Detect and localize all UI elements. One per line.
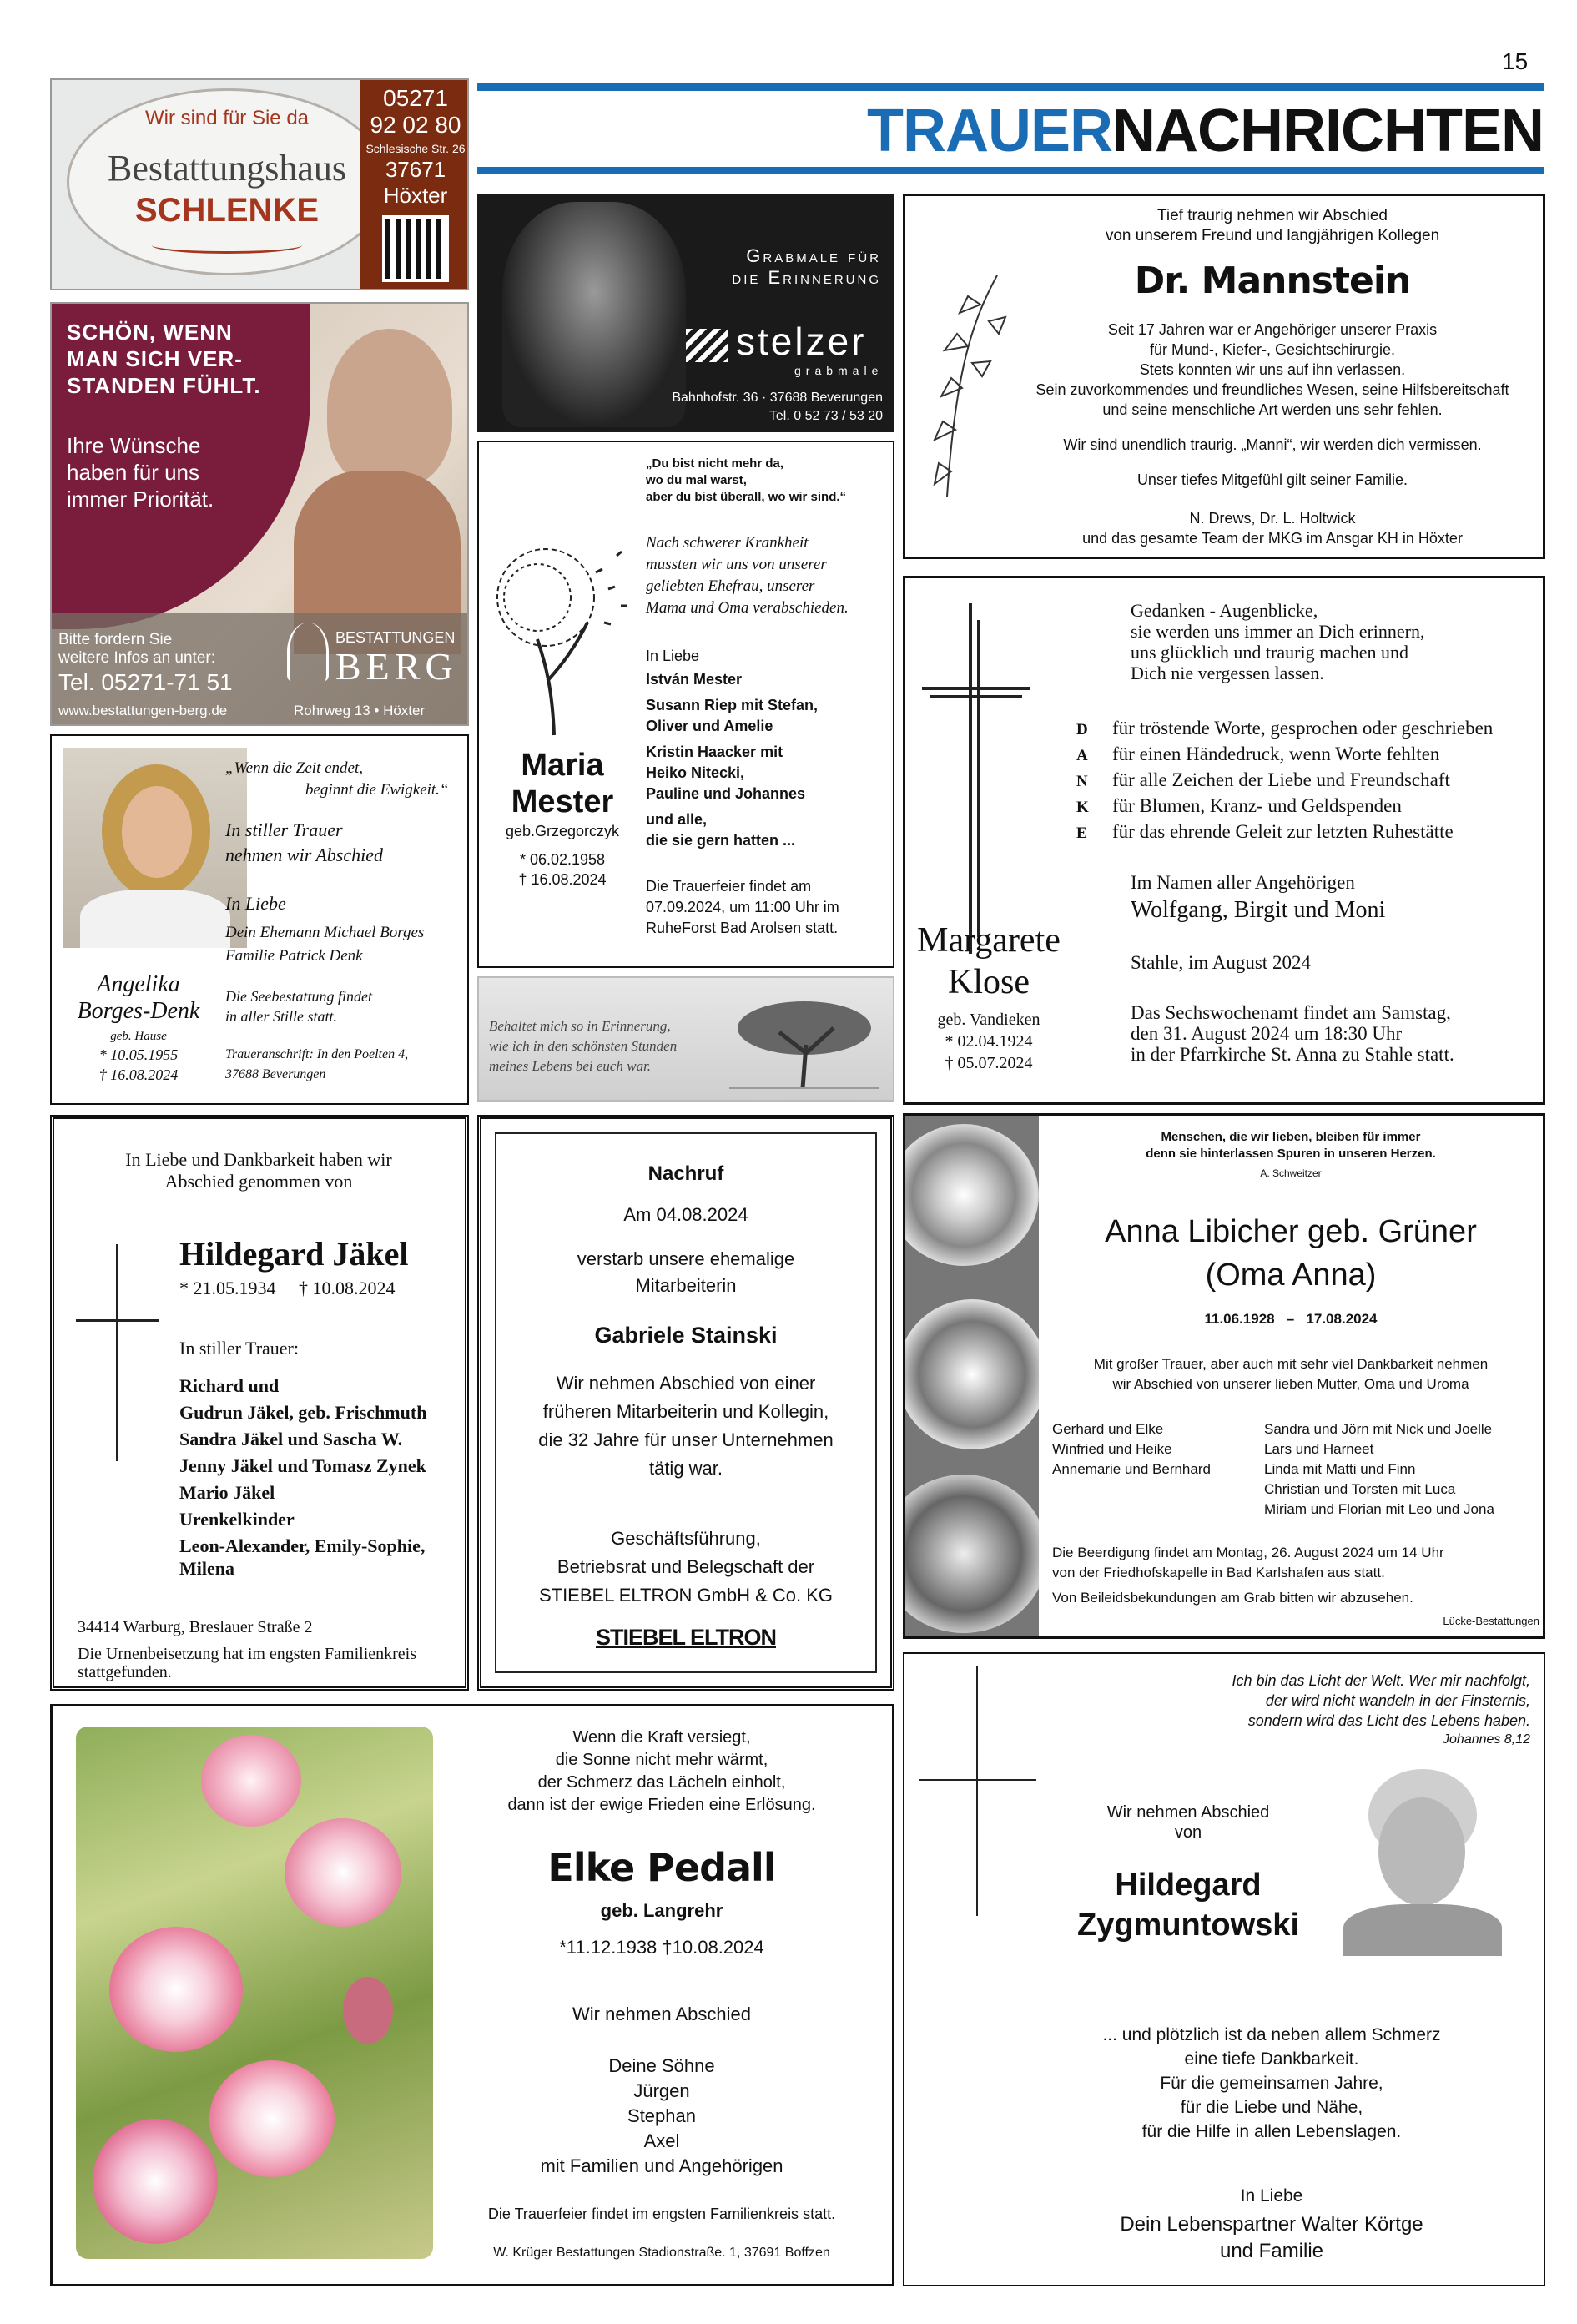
mannstein-intro-2: von unserem Freund und langjährigen Kollegen <box>1105 227 1440 244</box>
mannstein-name: Dr. Mannstein <box>1134 260 1411 302</box>
libicher-author: A. Schweitzer <box>1260 1167 1322 1179</box>
danke-letter-a: A <box>1076 747 1088 764</box>
pink-rose-icon-1 <box>201 1735 301 1827</box>
mester-funeral <box>646 876 888 939</box>
nachruf-text1-1: verstarb unsere ehemalige <box>577 1248 795 1269</box>
libicher-dates: 11.06.1928 – 17.08.2024 <box>1204 1311 1378 1327</box>
mester-family-2: Susann Riep mit Stefan, <box>646 697 819 713</box>
zyg-family <box>1005 2211 1539 2265</box>
mester-died: † 16.08.2024 <box>518 871 607 888</box>
nachruf-sign-1: Geschäftsführung, <box>611 1528 761 1549</box>
pedall-farewell: Wir nehmen Abschied <box>572 2004 751 2024</box>
mester-text-1: Nach schwerer Krankheit <box>646 534 809 552</box>
mannstein-body-1: Seit 17 Jahren war er Angehöriger unserer Praxis <box>1107 321 1438 338</box>
danke-line-3: für alle Zeichen der Liebe und Freundschaft <box>1112 769 1450 790</box>
lone-tree-icon <box>729 995 879 1095</box>
berg-subline <box>67 432 214 512</box>
zyg-quote-3: sondern wird das Licht des Lebens haben. <box>1247 1712 1530 1729</box>
berg-phone: Tel. 05271-71 51 <box>58 669 233 695</box>
nachruf-sign <box>481 1525 890 1610</box>
berg-headline-2: MAN SICH VER- <box>67 346 243 371</box>
klose-mass-2: den 31. August 2024 um 18:30 Uhr <box>1131 1023 1403 1044</box>
stainski-notice <box>477 1115 894 1691</box>
jaekel-family-4: Jenny Jäkel und Tomasz Zynek <box>179 1455 426 1476</box>
jaekel-family-2: Gudrun Jäkel, geb. Frischmuth <box>179 1402 427 1423</box>
angelika-family <box>225 921 467 968</box>
jaekel-notice <box>50 1115 469 1691</box>
zyg-text-1: ... und plötzlich ist da neben allem Schmerz <box>1102 2025 1441 2044</box>
klose-mass <box>1131 1002 1539 1065</box>
libicher-condolence: Von Beileidsbekundungen am Grab bitten wir abzusehen. <box>1052 1590 1413 1606</box>
zyg-text-3: Für die gemeinsamen Jahre, <box>1160 2074 1383 2093</box>
tree-quote-2: wie ich in den schönsten Stunden <box>489 1038 678 1054</box>
jaekel-family <box>179 1373 463 1578</box>
zygmuntowski-notice <box>903 1652 1545 2286</box>
zyg-intro-2: von <box>1174 1823 1202 1842</box>
libicher-left-3: Annemarie und Bernhard <box>1052 1461 1211 1477</box>
mannstein-line2: Wir sind unendlich traurig. „Manni“, wir werden dich vermissen. <box>1063 436 1482 453</box>
angelika-family-2: Familie Patrick Denk <box>225 947 363 965</box>
zyg-family-2: und Familie <box>1219 2240 1324 2262</box>
stiebel-eltron-logo: STIEBEL ELTRON <box>595 1625 776 1650</box>
bud-icon <box>343 1977 393 2044</box>
zyg-in-liebe: In Liebe <box>1240 2186 1303 2206</box>
cross-horizontal-1 <box>922 687 1030 690</box>
mannstein-line3: Unser tiefes Mitgefühl gilt seiner Familie. <box>1136 471 1408 488</box>
danke-lines <box>1112 715 1543 844</box>
klose-born-name: geb. Vandieken <box>937 1011 1040 1029</box>
pedall-poem-1: Wenn die Kraft versiegt, <box>572 1728 751 1747</box>
mester-born: * 06.02.1958 <box>519 851 606 868</box>
libicher-undertaker: Lücke-Bestattungen <box>1443 1615 1539 1627</box>
mannstein-intro <box>1005 206 1539 246</box>
jaekel-note-2: stattgefunden. <box>78 1663 172 1681</box>
jaekel-intro-2: Abschied genommen von <box>164 1171 353 1192</box>
mannstein-body <box>1005 320 1539 420</box>
mester-family-8: die sie gern hatten ... <box>646 832 796 849</box>
berg-request <box>58 631 215 668</box>
mester-family-5: Heiko Nitecki, <box>646 764 745 781</box>
cross-icon <box>922 603 1030 954</box>
libicher-quote-1: Menschen, die wir lieben, bleiben für immer <box>1161 1130 1421 1144</box>
zyg-name1: Hildegard <box>1115 1868 1262 1903</box>
angelika-family-1: Dein Ehemann Michael Borges <box>225 924 425 941</box>
klose-died: † 05.07.2024 <box>945 1054 1033 1072</box>
danke-letters <box>1076 717 1101 846</box>
pedall-notice <box>50 1704 894 2286</box>
danke-letter-e: E <box>1076 824 1087 842</box>
schlenke-name2: SCHLENKE <box>134 192 320 229</box>
angelika-name1: Angelika <box>97 971 180 997</box>
klose-poem-1: Gedanken - Augenblicke, <box>1131 600 1318 621</box>
jaekel-cross-horizontal <box>76 1319 159 1322</box>
page-number: 15 <box>1502 48 1529 74</box>
berg-web: www.bestattungen-berg.de <box>58 703 228 718</box>
zyg-quote <box>1038 1671 1530 1731</box>
tree-quote-3: meines Lebens bei euch war. <box>489 1058 652 1074</box>
berg-brand-small: BESTATTUNGEN <box>335 629 456 646</box>
schlenke-tagline: Wir sind für Sie da <box>144 107 310 129</box>
klose-poem-3: uns glücklich und traurig machen und <box>1131 642 1408 663</box>
zyg-text <box>1005 2023 1539 2144</box>
jaekel-cross-icon <box>76 1244 159 1461</box>
berg-sub-3: immer Priorität. <box>67 486 214 512</box>
libicher-left-2: Winfried und Heike <box>1052 1441 1172 1457</box>
danke-line-2: für einen Händedruck, wenn Worte fehlten <box>1112 744 1440 764</box>
berg-headline-1: SCHÖN, WENN <box>67 320 233 345</box>
angelika-burial <box>225 986 467 1026</box>
nachruf-text2-4: tätig war. <box>648 1458 723 1479</box>
angelika-address-2: 37688 Beverungen <box>225 1067 326 1081</box>
pedall-family <box>436 2054 887 2179</box>
jaekel-cross-vertical <box>116 1244 118 1461</box>
stelzer-logo-icon <box>686 329 728 362</box>
libicher-text <box>1039 1354 1543 1394</box>
klose-family: Wolfgang, Birgit und Moni <box>1131 897 1386 923</box>
pedall-family-2: Jürgen <box>633 2080 690 2101</box>
klose-poem-4: Dich nie vergessen lassen. <box>1131 663 1324 683</box>
rose-icon-2 <box>905 1299 1039 1449</box>
zyg-family-1: Dein Lebenspartner Walter Körtge <box>1120 2213 1423 2236</box>
zyg-text-5: für die Hilfe in allen Lebenslagen. <box>1141 2122 1402 2141</box>
jaekel-address: 34414 Warburg, Breslauer Straße 2 <box>78 1618 313 1636</box>
libicher-text-2: wir Abschied von unserer lieben Mutter, Oma und Uroma <box>1112 1376 1469 1392</box>
libicher-family-left <box>1052 1419 1252 1480</box>
libicher-funeral <box>1052 1543 1544 1583</box>
zyg-text-2: eine tiefe Dankbarkeit. <box>1184 2049 1359 2069</box>
berg-sub-2: haben für uns <box>67 460 200 485</box>
schlenke-swoosh <box>152 237 302 254</box>
libicher-name2: (Oma Anna) <box>1205 1258 1377 1293</box>
angel-statue-icon <box>502 202 686 427</box>
nachruf-text2-3: die 32 Jahre für unser Unternehmen <box>538 1429 834 1450</box>
angelika-shirt-icon <box>80 890 230 948</box>
pedall-poem-2: die Sonne nicht mehr wärmt, <box>555 1751 768 1769</box>
zyg-quote-2: der wird nicht wandeln in der Finsternis, <box>1265 1692 1530 1709</box>
schlenke-phone1: 05271 <box>383 85 448 111</box>
mannstein-notice <box>903 194 1545 559</box>
mester-notice <box>477 441 894 968</box>
jaekel-family-3: Sandra Jäkel und Sascha W. <box>179 1429 403 1449</box>
schlenke-city: Höxter <box>383 183 448 208</box>
stelzer-phone: Tel. 0 52 73 / 53 20 <box>768 409 883 423</box>
pedall-family-5: mit Familien und Angehörigen <box>540 2155 783 2176</box>
wind-tree-svg <box>496 522 637 739</box>
libicher-funeral-2: von der Friedhofskapelle in Bad Karlshafen aus statt. <box>1052 1565 1385 1580</box>
libicher-right-5: Miriam und Florian mit Leo und Jona <box>1264 1501 1494 1517</box>
mester-family-3: Oliver und Amelie <box>646 718 773 734</box>
mester-quote-1: „Du bist nicht mehr da, <box>646 456 784 471</box>
mester-funeral-1: Die Trauerfeier findet am <box>646 878 812 895</box>
title-part-nachrichten: NACHRICHTEN <box>1112 98 1544 164</box>
stelzer-address: Bahnhofstr. 36 · 37688 Beverungen <box>672 391 883 405</box>
nachruf-date: Am 04.08.2024 <box>623 1204 748 1225</box>
jaekel-intro-1: In Liebe und Dankbarkeit haben wir <box>125 1149 392 1170</box>
klose-notice <box>903 576 1545 1105</box>
mester-family <box>646 669 888 851</box>
pedall-poem <box>436 1727 887 1817</box>
zyg-portrait <box>1327 1764 1510 1956</box>
cross-vertical-2 <box>977 620 980 937</box>
danke-line-5: für das ehrende Geleit zur letzten Ruhestätte <box>1112 821 1454 842</box>
birch-branch-icon <box>922 271 1014 505</box>
libicher-name1: Anna Libicher geb. Grüner <box>1105 1214 1477 1249</box>
nachruf-sign-2: Betriebsrat und Belegschaft der <box>557 1556 815 1577</box>
zyg-cross-vertical <box>976 1666 978 1916</box>
nachruf-name: Gabriele Stainski <box>594 1323 778 1348</box>
header-rule-bottom <box>477 167 1544 174</box>
angelika-burial-2: in aller Stille statt. <box>225 1008 337 1025</box>
zyg-intro <box>1046 1802 1330 1843</box>
nachruf-text2 <box>481 1369 890 1483</box>
jaekel-note-1: Die Urnenbeisetzung hat im engsten Familienkreis <box>78 1645 417 1663</box>
jaekel-note <box>78 1645 461 1681</box>
jaekel-family-5: Mario Jäkel <box>179 1482 275 1503</box>
tree-quote-1: Behaltet mich so in Erinnerung, <box>489 1018 671 1034</box>
lone-tree-svg <box>729 995 879 1095</box>
mester-in-liebe: In Liebe <box>646 648 700 664</box>
jaekel-family-7: Leon-Alexander, Emily-Sophie, <box>179 1535 426 1556</box>
angelika-address <box>225 1045 467 1085</box>
rose-garden-photo <box>76 1727 433 2259</box>
danke-letter-k: K <box>1076 799 1089 816</box>
libicher-right-3: Linda mit Matti und Finn <box>1264 1461 1416 1477</box>
roses-photo <box>905 1116 1039 1636</box>
pedall-poem-3: der Schmerz das Lächeln einholt, <box>537 1773 786 1792</box>
berg-brand: BERG <box>335 645 458 688</box>
libicher-right-4: Christian und Torsten mit Luca <box>1264 1481 1456 1497</box>
nachruf-sign-3: STIEBEL ELTRON GmbH & Co. KG <box>538 1585 834 1606</box>
angelika-quote-2: beginnt die Ewigkeit.“ <box>305 781 449 799</box>
berg-address: Rohrweg 13 • Höxter <box>294 703 426 718</box>
mannstein-body-2: für Mund-, Kiefer-, Gesichtschirurgie. <box>1149 341 1396 358</box>
berg-headline <box>67 319 261 399</box>
mester-quote-3: aber du bist überall, wo wir sind.“ <box>646 490 847 504</box>
angelika-died: † 16.08.2024 <box>98 1066 179 1083</box>
tree-quote-ad <box>477 976 894 1102</box>
tree-quote-text <box>489 1016 677 1076</box>
angelika-quote <box>225 758 467 801</box>
nachruf-text1 <box>481 1246 890 1299</box>
pedall-dates: *11.12.1938 †10.08.2024 <box>559 1937 764 1958</box>
klose-name2: Klose <box>948 963 1030 1001</box>
libicher-quote <box>1039 1129 1543 1162</box>
berg-sub-1: Ihre Wünsche <box>67 433 201 458</box>
berg-ad <box>50 302 469 726</box>
angelika-born: * 10.05.1955 <box>98 1046 179 1063</box>
schlenke-ad <box>50 78 469 290</box>
angelika-text-1: In stiller Trauer <box>225 819 343 840</box>
header-rule-top <box>477 83 1544 91</box>
mester-text-2: mussten wir uns von unserer <box>646 556 827 573</box>
mannstein-body-4: Sein zuvorkommendes und freundliches Wesen, seine Hilfsbereitschaft <box>1035 381 1509 398</box>
pedall-born-name: geb. Langrehr <box>600 1900 723 1921</box>
mester-first-name: Maria <box>521 748 604 783</box>
mester-quote <box>646 456 888 506</box>
libicher-left-1: Gerhard und Elke <box>1052 1421 1164 1437</box>
mester-text-3: geliebten Ehefrau, unserer <box>646 577 815 595</box>
pink-rose-icon-2 <box>285 1818 401 1927</box>
schlenke-street: Schlesische Str. 26 <box>365 142 466 155</box>
wind-tree-icon <box>496 522 637 739</box>
nachruf-text2-2: früheren Mitarbeiterin und Kollegin, <box>542 1401 829 1422</box>
jaekel-family-8: Milena <box>179 1558 234 1579</box>
angelika-address-1: Traueranschrift: In den Poelten 4, <box>225 1047 409 1061</box>
zyg-intro-1: Wir nehmen Abschied <box>1106 1803 1270 1822</box>
zyg-quote-1: Ich bin das Licht der Welt. Wer mir nachfolgt, <box>1232 1672 1530 1689</box>
mannstein-body-3: Stets konnten wir uns auf ihn verlassen. <box>1139 361 1406 378</box>
pedall-family-1: Deine Söhne <box>608 2055 715 2076</box>
libicher-funeral-1: Die Beerdigung findet am Montag, 26. August 2024 um 14 Uhr <box>1052 1545 1444 1560</box>
willow-tree-icon <box>287 623 329 681</box>
klose-on-behalf: Im Namen aller Angehörigen <box>1131 872 1355 893</box>
zyg-face-icon <box>1378 1797 1465 1906</box>
mannstein-sign-2: und das gesamte Team der MKG im Ansgar KH in Höxter <box>1082 530 1463 547</box>
borges-denk-notice <box>50 734 469 1105</box>
libicher-right-1: Sandra und Jörn mit Nick und Joelle <box>1264 1421 1493 1437</box>
stelzer-line1: Grabmale für <box>746 245 881 266</box>
angelika-text-2: nehmen wir Abschied <box>225 844 384 865</box>
angelika-name2: Borges-Denk <box>77 998 200 1024</box>
mester-text-4: Mama und Oma verabschieden. <box>646 599 849 617</box>
pink-rose-icon-5 <box>93 2119 218 2244</box>
pedall-family-4: Axel <box>643 2130 680 2151</box>
page-title <box>477 98 1544 164</box>
klose-place: Stahle, im August 2024 <box>1131 952 1311 973</box>
angelika-quote-1: „Wenn die Zeit endet, <box>225 759 363 777</box>
klose-name1: Margarete <box>917 921 1061 960</box>
pedall-funeral: Die Trauerfeier findet im engsten Familienkreis statt. <box>487 2206 836 2222</box>
angelika-burial-1: Die Seebestattung findet <box>225 988 372 1005</box>
nachruf-title: Nachruf <box>647 1162 724 1185</box>
klose-mass-1: Das Sechswochenamt findet am Samstag, <box>1131 1002 1451 1023</box>
pink-rose-icon-3 <box>109 1927 243 2052</box>
libicher-right-2: Lars und Harneet <box>1264 1441 1374 1457</box>
mester-funeral-3: RuheForst Bad Arolsen statt. <box>646 920 839 936</box>
jaekel-trauer: In stiller Trauer: <box>179 1338 299 1359</box>
danke-line-1: für tröstende Worte, gesprochen oder geschrieben <box>1112 718 1494 739</box>
rose-icon-3 <box>905 1475 1039 1633</box>
schlenke-contact-panel <box>360 80 469 290</box>
mannstein-sign <box>1005 508 1539 548</box>
mester-funeral-2: 07.09.2024, um 11:00 Uhr im <box>646 899 839 915</box>
libicher-text-1: Mit großer Trauer, aber auch mit sehr viel Dankbarkeit nehmen <box>1093 1356 1489 1372</box>
mannstein-body-5: und seine menschliche Art werden uns sehr fehlen. <box>1102 401 1443 418</box>
schlenke-phone2: 92 02 80 <box>370 112 461 138</box>
angelika-born-name: geb. Hause <box>110 1030 167 1043</box>
angelika-text <box>225 818 467 868</box>
mannstein-intro-1: Tief traurig nehmen wir Abschied <box>1157 207 1388 224</box>
berg-headline-3: STANDEN FÜHLT. <box>67 373 261 398</box>
klose-poem <box>1131 600 1531 683</box>
libicher-family-right <box>1264 1419 1543 1520</box>
zyg-text-4: für die Liebe und Nähe, <box>1180 2098 1363 2117</box>
pink-rose-icon-4 <box>209 2060 335 2177</box>
mester-family-6: Pauline und Johannes <box>646 785 806 802</box>
nachruf-text1-2: Mitarbeiterin <box>635 1275 737 1296</box>
qr-code-icon <box>382 215 449 282</box>
mester-born-name: geb.Grzegorczyk <box>505 823 620 839</box>
angelika-in-liebe: In Liebe <box>225 893 286 914</box>
danke-letter-n: N <box>1076 773 1088 790</box>
stelzer-brand-sub: grabmale <box>794 364 884 377</box>
zyg-cross-horizontal <box>919 1779 1036 1781</box>
pedall-poem-4: dann ist der ewige Frieden eine Erlösung. <box>507 1796 816 1814</box>
klose-born: * 02.04.1924 <box>945 1032 1033 1051</box>
pedall-name: Elke Pedall <box>547 1845 776 1890</box>
schlenke-zip: 37671 <box>385 157 446 182</box>
jaekel-family-1: Richard und <box>179 1375 280 1396</box>
cross-horizontal-2 <box>930 695 1022 698</box>
jaekel-name: Hildegard Jäkel <box>179 1235 409 1273</box>
rose-icon-1 <box>905 1124 1039 1266</box>
cross-vertical-1 <box>969 603 972 954</box>
klose-poem-2: sie werden uns immer an Dich erinnern, <box>1131 621 1425 642</box>
mester-family-7: und alle, <box>646 811 708 828</box>
danke-line-4: für Blumen, Kranz- und Geldspenden <box>1112 795 1402 816</box>
zyg-cross-icon <box>919 1666 1036 1916</box>
birch-branch-svg <box>922 271 1014 505</box>
berg-request-1: Bitte fordern Sie <box>58 631 173 648</box>
danke-letter-d: D <box>1076 721 1088 739</box>
berg-request-2: weitere Infos an unter: <box>58 649 215 667</box>
klose-mass-3: in der Pfarrkirche St. Anna zu Stahle statt. <box>1131 1044 1454 1065</box>
stelzer-ad <box>477 194 894 432</box>
mester-family-4: Kristin Haacker mit <box>646 744 783 760</box>
mester-text <box>646 532 888 619</box>
libicher-notice <box>903 1113 1545 1639</box>
mester-quote-2: wo du mal warst, <box>646 473 747 487</box>
libicher-quote-2: denn sie hinterlassen Spuren in unseren Herzen. <box>1146 1147 1436 1161</box>
angelika-portrait <box>63 748 247 948</box>
pedall-undertaker: W. Krüger Bestattungen Stadionstraße. 1, 37691 Boffzen <box>493 2246 830 2260</box>
stelzer-line2: die Erinnerung <box>732 267 881 288</box>
jaekel-dates: * 21.05.1934 † 10.08.2024 <box>179 1278 396 1298</box>
pedall-family-3: Stephan <box>627 2105 696 2126</box>
woman-portrait-icon <box>327 329 452 487</box>
jaekel-family-6: Urenkelkinder <box>179 1509 295 1530</box>
zyg-name2: Zygmuntowski <box>1076 1908 1300 1943</box>
nachruf-text2-1: Wir nehmen Abschied von einer <box>556 1373 816 1394</box>
schlenke-name1: Bestattungshaus <box>108 148 346 189</box>
mannstein-sign-1: N. Drews, Dr. L. Holtwick <box>1189 510 1356 527</box>
mester-last-name: Mester <box>511 784 614 819</box>
angelika-face-icon <box>122 786 192 878</box>
jaekel-intro <box>54 1149 463 1192</box>
zyg-source: Johannes 8,12 <box>1443 1732 1530 1747</box>
mester-family-1: István Mester <box>646 671 743 688</box>
stelzer-brand: stelzer <box>736 320 867 363</box>
title-part-trauer: TRAUER <box>867 98 1113 164</box>
zyg-body-icon <box>1343 1904 1502 1956</box>
